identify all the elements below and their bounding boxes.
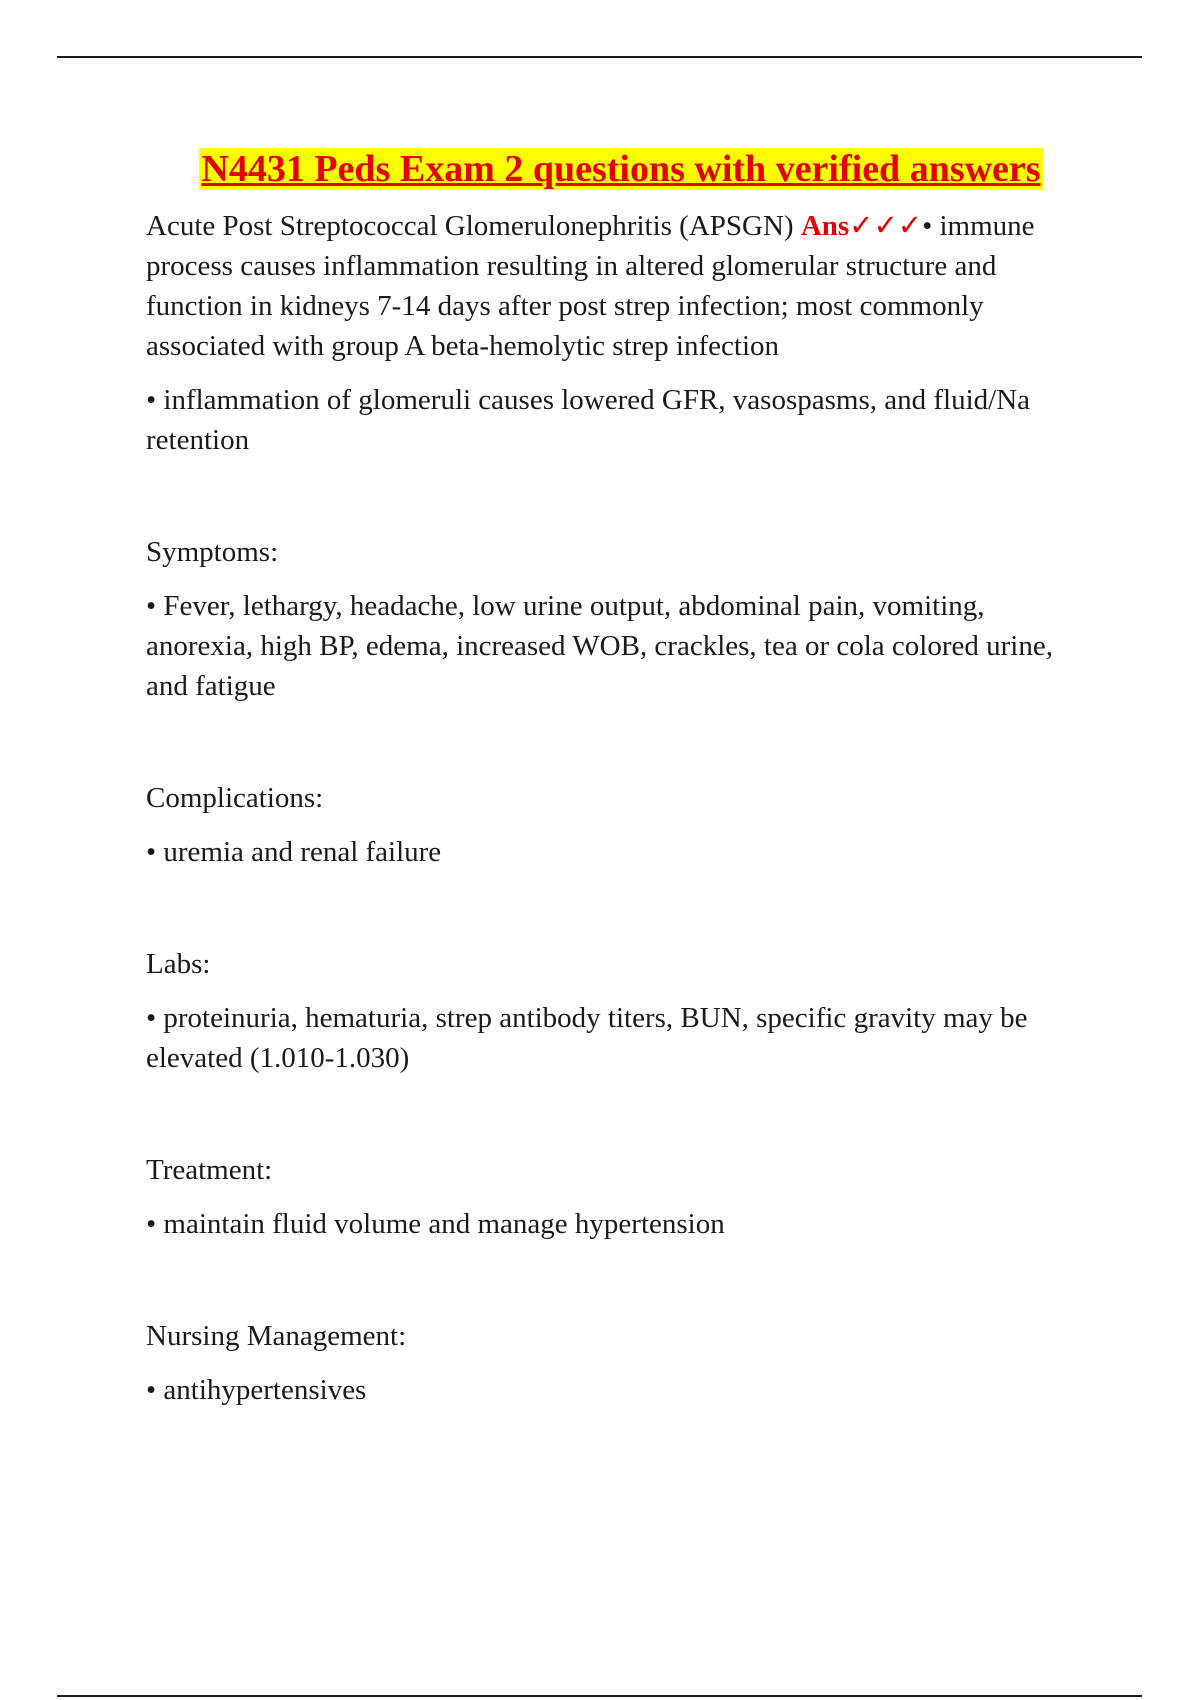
section-heading-labs: Labs: (146, 948, 211, 980)
verified-check-icon: ✓✓✓ (849, 210, 923, 242)
document-title: N4431 Peds Exam 2 questions with verified answers (201, 148, 1041, 190)
question-answer-paragraph (146, 206, 1096, 366)
answer-text: • immune process causes inflammation resulting in altered glomerular structure and function in kidneys 7-14 days after post strep infection; most commonly associated with group A beta-hemolytic strep infection (146, 210, 1035, 362)
section-heading-nursing-management: Nursing Management: (146, 1320, 407, 1352)
section-bullet-symptoms: • Fever, lethargy, headache, low urine output, abdominal pain, vomiting, anorexia, high BP, edema, increased WOB, crackles, tea or cola colored urine, and fatigue (146, 590, 1053, 702)
footer-rule (57, 1695, 1142, 1697)
question-text: Acute Post Streptococcal Glomerulonephritis (APSGN) (146, 210, 801, 242)
section-heading-complications: Complications: (146, 782, 324, 814)
title-block (146, 146, 1096, 192)
section-bullet-complications: • uremia and renal failure (146, 836, 442, 868)
section-heading-treatment: Treatment: (146, 1154, 273, 1186)
section-bullet-labs: • proteinuria, hematuria, strep antibody titers, BUN, specific gravity may be elevated (1.010-1.030) (146, 1002, 1028, 1074)
answer-label: Ans (800, 210, 850, 242)
section-bullet-treatment: • maintain fluid volume and manage hypertension (146, 1208, 725, 1240)
section-heading-symptoms: Symptoms: (146, 536, 279, 568)
document-body (146, 146, 1096, 1410)
section-bullet-nursing-management: • antihypertensives (146, 1374, 367, 1406)
bullet-glomeruli: • inflammation of glomeruli causes lowered GFR, vasospasms, and fluid/Na retention (146, 384, 1031, 456)
header-rule (57, 56, 1142, 58)
